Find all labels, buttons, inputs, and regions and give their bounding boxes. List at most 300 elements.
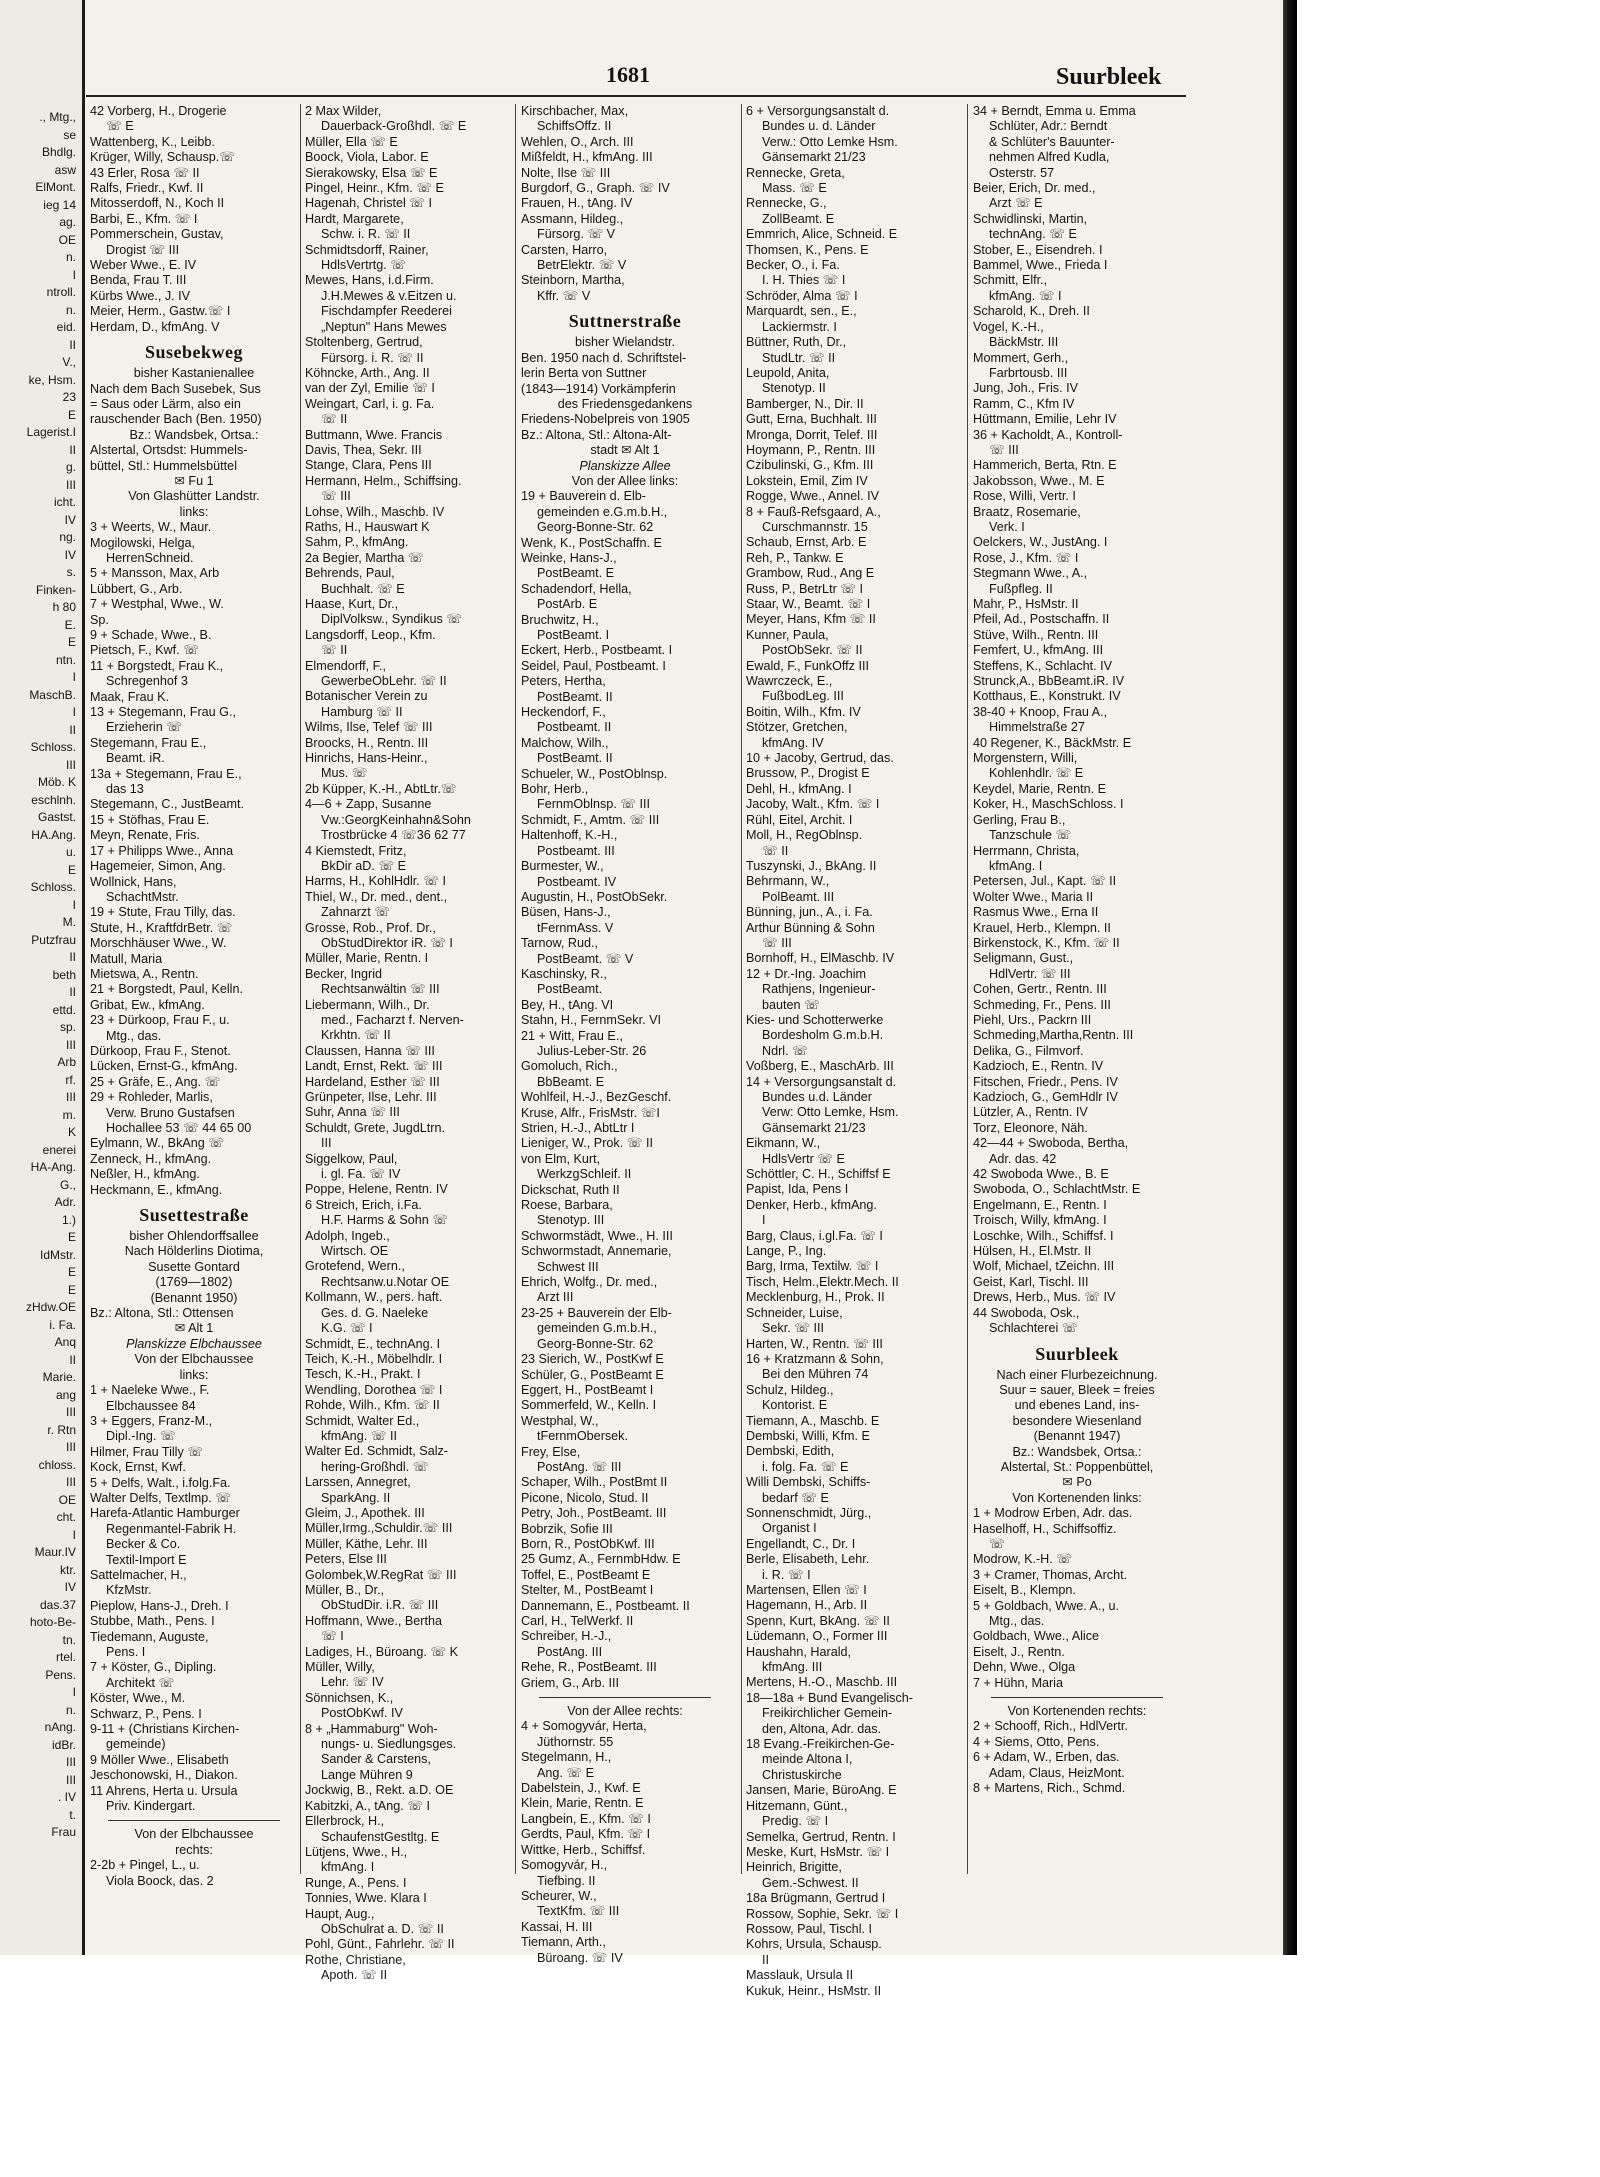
previous-page-fragment: das.37 xyxy=(39,1597,76,1612)
directory-line: Tonnies, Wwe. Klara I xyxy=(305,1891,427,1906)
directory-line: Brussow, P., Drogist E xyxy=(746,766,870,781)
directory-line: Adam, Claus, HeizMont. xyxy=(989,1765,1125,1780)
directory-line: Priv. Kindergart. xyxy=(106,1799,196,1814)
directory-line: Mronga, Dorrit, Telef. III xyxy=(746,427,878,442)
directory-line: Engelmann, E., Rentn. I xyxy=(973,1197,1107,1212)
directory-line: Vogel, K.-H., xyxy=(973,319,1044,334)
column-2 xyxy=(305,104,513,1984)
directory-line: bisher Kastanienallee xyxy=(133,366,255,381)
directory-line: Rasmus Wwe., Erna II xyxy=(973,905,1099,920)
directory-line: büttel, Stl.: Hummelsbüttel xyxy=(90,458,237,473)
previous-page-fragment: Finken- xyxy=(35,582,76,597)
directory-line: i. R. ☏ I xyxy=(762,1567,811,1582)
directory-line: Mtg., das. xyxy=(106,1028,162,1043)
previous-page-fragment: m. xyxy=(62,1107,76,1122)
directory-line: Dehl, H., kfmAng. I xyxy=(746,781,852,796)
directory-line: 7 + Hühn, Maria xyxy=(973,1675,1063,1690)
previous-page-fragment: III xyxy=(65,1475,76,1489)
directory-line: Müller, B., Dr., xyxy=(305,1583,385,1597)
directory-line: Trostbrücke 4 ☏36 62 77 xyxy=(321,828,466,843)
directory-line: Sahm, P., kfmAng. xyxy=(305,535,409,550)
directory-line: Predig. ☏ I xyxy=(762,1814,829,1829)
previous-page-fragment: I xyxy=(72,1527,76,1542)
previous-page-fragment: Frau xyxy=(51,1825,76,1839)
directory-line: Gem.-Schwest. II xyxy=(762,1875,859,1890)
directory-line: Tuszynski, J., BkAng. II xyxy=(746,858,877,873)
directory-line: Suur = sauer, Bleek = freies xyxy=(999,1382,1155,1397)
directory-line: III xyxy=(321,1136,332,1151)
directory-line: Julius-Leber-Str. 26 xyxy=(537,1043,647,1058)
previous-page-fragment: II xyxy=(69,442,76,457)
directory-line: Drews, Herb., Mus. ☏ IV xyxy=(973,1290,1116,1305)
directory-line: 5 + Mansson, Max, Arb xyxy=(90,566,220,581)
previous-page-fragment: Marie. xyxy=(42,1370,76,1384)
directory-line: Koker, H., MaschSchloss. I xyxy=(973,797,1124,812)
directory-line: Hammerich, Berta, Rtn. E xyxy=(973,458,1117,473)
directory-line: Zahnarzt ☏ xyxy=(321,905,390,920)
directory-line: 18—18a + Bund Evangelisch- xyxy=(746,1690,913,1705)
directory-line: Wilms, Ilse, Telef ☏ III xyxy=(305,720,433,735)
directory-line: Schuldt, Grete, JugdLtrn. xyxy=(305,1120,446,1135)
directory-line: Keydel, Marie, Rentn. E xyxy=(973,781,1106,796)
directory-line: 1 + Naeleke Wwe., F. xyxy=(90,1383,210,1398)
directory-line: Stubbe, Math., Pens. I xyxy=(90,1614,215,1629)
directory-line: Erzieherin ☏ xyxy=(106,720,182,735)
directory-line: Gerdts, Paul, Kfm. ☏ I xyxy=(521,1827,651,1842)
previous-page-fragment: i. Fa. xyxy=(49,1317,76,1332)
directory-line: Schwidlinski, Martin, xyxy=(973,211,1088,226)
directory-line: Stüve, Wilh., Rentn. III xyxy=(973,627,1099,642)
directory-line: Botanischer Verein zu xyxy=(305,689,428,704)
column-4 xyxy=(746,104,954,1999)
directory-line: Golombek,W.RegRat ☏ III xyxy=(305,1567,457,1582)
directory-line: Hamburg ☏ II xyxy=(321,704,403,719)
directory-line: Müller,Irmg.,Schuldir.☏ III xyxy=(305,1521,453,1536)
directory-line: Schmeding,Martha,Rentn. III xyxy=(973,1028,1134,1043)
directory-line: Delika, G., Filmvorf. xyxy=(973,1043,1084,1058)
previous-page-fragment: E xyxy=(67,1230,76,1244)
directory-line: ☏ II xyxy=(321,412,348,427)
directory-line: Tanzschule ☏ xyxy=(989,828,1072,843)
directory-line: Gänsemarkt 21/23 xyxy=(762,1120,866,1135)
previous-page-fragment: sp. xyxy=(59,1020,76,1034)
directory-line: Pens. I xyxy=(106,1645,146,1659)
previous-page-fragment: Adr. xyxy=(54,1195,76,1209)
directory-line: Suhr, Anna ☏ III xyxy=(305,1105,400,1120)
directory-line: Büsen, Hans-J., xyxy=(521,905,611,920)
directory-line: Lange Mühren 9 xyxy=(321,1767,413,1782)
directory-line: Bamberger, N., Dir. II xyxy=(746,396,864,411)
directory-line: Verw: Otto Lemke, Hsm. xyxy=(762,1105,899,1120)
directory-line: Mertens, H.-O., Maschb. III xyxy=(746,1675,898,1690)
directory-line: Semelka, Gertrud, Rentn. I xyxy=(746,1829,896,1844)
directory-line: Berle, Elisabeth, Lehr. xyxy=(746,1552,870,1567)
previous-page-fragment: icht. xyxy=(53,495,76,509)
directory-line: Raths, H., Hauswart K xyxy=(305,519,430,534)
directory-line: i. folg. Fa. ☏ E xyxy=(762,1459,849,1474)
directory-line: Meier, Herm., Gastw.☏ I xyxy=(90,304,231,319)
previous-page-fragment: III xyxy=(65,1405,76,1419)
directory-line: Eiselt, B., Klempn. xyxy=(973,1583,1076,1598)
directory-line: 3 + Weerts, W., Maur. xyxy=(90,520,212,535)
directory-line: ☏ III xyxy=(989,442,1019,457)
directory-line: Kukuk, Heinr., HsMstr. II xyxy=(746,1983,882,1998)
directory-line: Bey, H., tAng. VI xyxy=(521,997,614,1012)
directory-line: SchiffsOffz. II xyxy=(537,119,612,134)
directory-line: Burmester, W., xyxy=(521,859,604,874)
directory-line: Viola Boock, das. 2 xyxy=(106,1873,214,1888)
directory-line: gemeinde) xyxy=(106,1737,166,1752)
directory-line: Wenk, K., PostSchaffn. E xyxy=(521,535,662,550)
directory-line: SparkAng. II xyxy=(321,1490,391,1505)
directory-line: Barg, Irma, Textilw. ☏ I xyxy=(746,1259,879,1274)
directory-line: Frauen, H., tAng. IV xyxy=(521,196,633,211)
directory-line: 7 + Köster, G., Dipling. xyxy=(90,1660,217,1675)
directory-line: Femfert, U., kfmAng. III xyxy=(973,643,1104,658)
directory-line: 34 + Berndt, Emma u. Emma xyxy=(973,104,1136,118)
directory-line: Schwarz, P., Pens. I xyxy=(90,1706,202,1721)
directory-line: Torz, Eleonore, Näh. xyxy=(973,1120,1088,1135)
directory-line: Ges. d. G. Naeleke xyxy=(321,1305,429,1320)
directory-line: Runge, A., Pens. I xyxy=(305,1875,407,1890)
directory-line: Boock, Viola, Labor. E xyxy=(305,150,429,165)
directory-line: Heckmann, E., kfmAng. xyxy=(90,1182,223,1197)
directory-line: Sönnichsen, K., xyxy=(305,1690,394,1705)
directory-line: Mogilowski, Helga, xyxy=(90,535,195,550)
directory-line: Stahn, H., FernmSekr. VI xyxy=(521,1013,661,1028)
directory-line: Jung, Joh., Fris. IV xyxy=(973,381,1078,396)
directory-line: Kadzioch, G., GemHdlr IV xyxy=(973,1090,1118,1104)
directory-line: 4 Kiemstedt, Fritz, xyxy=(305,843,407,858)
directory-line: Osterstr. 57 xyxy=(989,165,1055,180)
directory-line: Wolter Wwe., Maria II xyxy=(973,889,1094,904)
directory-line: 4—6 + Zapp, Susanne xyxy=(305,797,432,812)
directory-line: Kadzioch, E., Rentn. IV xyxy=(973,1059,1104,1074)
directory-line: Haase, Kurt, Dr., xyxy=(305,597,399,611)
directory-line: nehmen Alfred Kudla, xyxy=(989,150,1110,165)
directory-line: 1 + Modrow Erben, Adr. das. xyxy=(973,1506,1133,1521)
directory-line: Mommert, Gerh., xyxy=(973,350,1069,365)
directory-line: Herrmann, Christa, xyxy=(973,843,1080,858)
previous-page-fragment: I xyxy=(72,705,76,719)
directory-line: 8 + Martens, Rich., Schmd. xyxy=(973,1781,1126,1796)
directory-line: „Neptun" Hans Mewes xyxy=(321,319,447,334)
directory-line: Herdam, D., kfmAng. V xyxy=(90,319,220,334)
directory-line: Fischdampfer Reederei xyxy=(321,304,452,319)
previous-page-fragment: eschlnh. xyxy=(31,792,76,807)
directory-line: Fitschen, Friedr., Pens. IV xyxy=(973,1074,1118,1089)
directory-line: Frey, Else, xyxy=(521,1444,581,1459)
previous-page-fragment: IdMstr. xyxy=(39,1247,76,1262)
directory-line: links: xyxy=(179,1367,209,1382)
directory-line: stadt ✉ Alt 1 xyxy=(590,443,660,458)
previous-page-fragment: se xyxy=(63,127,76,142)
directory-line: HdlVertr. ☏ III xyxy=(989,966,1071,981)
section-rule xyxy=(991,1697,1163,1698)
directory-line: 42 Vorberg, H., Drogerie xyxy=(90,104,227,118)
previous-page-fragment: Putzfrau xyxy=(31,932,76,947)
previous-page-fragment: ng. xyxy=(59,530,76,544)
directory-line: Kirschbacher, Max, xyxy=(521,104,629,118)
previous-page-fragment: eid. xyxy=(56,320,76,334)
directory-line: i. gl. Fa. ☏ IV xyxy=(321,1167,401,1182)
previous-page-fragment: II xyxy=(69,1352,76,1367)
directory-line: Stenotyp. II xyxy=(762,381,826,396)
directory-line: Regenmantel-Fabrik H. xyxy=(106,1521,237,1536)
directory-line: Stute, H., KraftfdrBetr. ☏ xyxy=(90,920,233,935)
directory-line: Strunck,A., BbBeamt.iR. IV xyxy=(973,674,1125,689)
directory-line: H.F. Harms & Sohn ☏ xyxy=(321,1213,449,1228)
directory-line: Kabitzki, A., tAng. ☏ I xyxy=(305,1798,430,1813)
directory-line: Augustin, H., PostObSekr. xyxy=(521,889,668,904)
directory-line: Bobrzik, Sofie III xyxy=(521,1521,613,1536)
directory-line: Eggert, H., PostBeamt I xyxy=(521,1382,654,1397)
directory-line: Petry, Joh., PostBeamt. III xyxy=(521,1506,667,1521)
previous-page-fragment: ag. xyxy=(59,215,76,229)
directory-line: Cohen, Gertr., Rentn. III xyxy=(973,982,1107,997)
directory-line: Siggelkow, Paul, xyxy=(305,1151,398,1166)
directory-line: Schmidtsdorff, Rainer, xyxy=(305,242,429,257)
directory-line: Lütjens, Wwe., H., xyxy=(305,1844,408,1859)
previous-page-fragment: III xyxy=(65,1755,76,1769)
directory-line: Mißfeldt, H., kfmAng. III xyxy=(521,150,653,165)
section-rule xyxy=(539,1697,711,1698)
directory-line: Mus. ☏ xyxy=(321,766,368,781)
directory-line: Weingart, Carl, i. g. Fa. xyxy=(305,396,435,411)
directory-line: Stelter, M., PostBeamt I xyxy=(521,1583,654,1598)
directory-line: Engellandt, C., Dr. I xyxy=(746,1536,856,1551)
directory-line: PostBeamt. ☏ V xyxy=(537,951,634,966)
directory-line: Westphal, W., xyxy=(521,1413,599,1428)
previous-page-fragment: n. xyxy=(65,250,76,264)
directory-line: Schadendorf, Hella, xyxy=(521,581,632,596)
previous-page-fragment: III xyxy=(65,757,76,772)
directory-line: Sonnenschmidt, Jürg., xyxy=(746,1505,872,1520)
previous-page-fragment: Schloss. xyxy=(30,740,76,754)
previous-page-fragment: idBr. xyxy=(51,1737,76,1752)
directory-line: Langsdorff, Leop., Kfm. xyxy=(305,627,436,642)
previous-page-strip xyxy=(0,0,85,1955)
directory-line: Curschmannstr. 15 xyxy=(762,519,868,534)
directory-line: Roese, Barbara, xyxy=(521,1198,613,1213)
page-number: 1681 xyxy=(606,62,650,87)
directory-line: PostAng. III xyxy=(537,1644,603,1659)
directory-line: Loschke, Wilh., Schiffsf. I xyxy=(973,1228,1114,1243)
directory-line: technAng. ☏ E xyxy=(989,227,1077,242)
directory-line: Von Kortenenden rechts: xyxy=(1007,1704,1147,1719)
directory-line: Picone, Nicolo, Stud. II xyxy=(521,1490,649,1505)
directory-line: PostBeamt. II xyxy=(537,689,613,704)
directory-line: GewerbeObLehr. ☏ II xyxy=(321,674,447,689)
directory-line: Somogyvár, H., xyxy=(521,1858,608,1873)
directory-line: Stober, E., Eisendreh. I xyxy=(973,242,1103,257)
directory-line: ✉ Po xyxy=(1062,1475,1092,1490)
directory-line: Tiemann, Arth., xyxy=(521,1935,606,1950)
previous-page-fragment: II xyxy=(69,337,76,352)
directory-line: Bohr, Herb., xyxy=(521,782,589,797)
directory-line: Hagemeier, Simon, Ang. xyxy=(90,859,226,874)
previous-page-fragment: Lagerist.I xyxy=(26,425,76,439)
directory-line: Adr. das. 42 xyxy=(989,1151,1057,1166)
directory-line: Boitin, Wilh., Kfm. IV xyxy=(746,704,861,719)
directory-line: Neßler, H., kfmAng. xyxy=(90,1167,200,1182)
directory-line: Müller, Willy, xyxy=(305,1660,375,1675)
directory-line: Tisch, Helm.,Elektr.Mech. II xyxy=(746,1274,899,1289)
directory-line: Köhncke, Arth., Ang. II xyxy=(305,365,430,380)
directory-line: 11 Ahrens, Herta u. Ursula xyxy=(90,1783,238,1798)
previous-page-fragment: ang xyxy=(55,1387,76,1402)
directory-line: 2a Begier, Martha ☏ xyxy=(305,550,424,565)
previous-page-fragment: I xyxy=(72,897,76,912)
directory-line: Von der Elbchaussee xyxy=(134,1827,254,1842)
previous-page-fragment: 23 xyxy=(62,390,76,404)
directory-line: 6 + Adam, W., Erben, das. xyxy=(973,1750,1120,1765)
directory-line: Gänsemarkt 21/23 xyxy=(762,150,866,165)
directory-line: kfmAng. I xyxy=(989,858,1043,873)
directory-line: Wirtsch. OE xyxy=(321,1244,389,1259)
section-rule xyxy=(108,1820,280,1821)
directory-line: Ndrl. ☏ xyxy=(762,1043,808,1058)
directory-line: kfmAng. IV xyxy=(762,735,824,750)
directory-line: Dannemann, E., Postbeamt. II xyxy=(521,1598,690,1613)
previous-page-fragment: ktr. xyxy=(59,1562,76,1577)
directory-line: 4 + Somogyvár, Herta, xyxy=(521,1719,647,1734)
previous-page-fragment: III xyxy=(65,477,76,492)
directory-line: Grambow, Rud., Ang E xyxy=(746,566,875,581)
directory-line: Larssen, Annegret, xyxy=(305,1475,411,1490)
directory-line: Pieplow, Hans-J., Dreh. I xyxy=(90,1598,229,1613)
directory-line: Behrmann, W., xyxy=(746,874,830,889)
previous-page-fragment: s. xyxy=(66,565,76,579)
previous-page-fragment: K xyxy=(67,1125,76,1139)
directory-line: Tarnow, Rud., xyxy=(521,936,599,951)
directory-line: Bz.: Wandsbek, Ortsa.: xyxy=(1012,1444,1142,1459)
directory-line: Ralfs, Friedr., Kwf. II xyxy=(90,181,204,196)
directory-line: Hinrichs, Hans-Heinr., xyxy=(305,751,428,766)
directory-line: Peters, Hertha, xyxy=(521,674,606,689)
directory-line: Liebermann, Wilh., Dr. xyxy=(305,997,430,1012)
directory-line: 17 + Philipps Wwe., Anna xyxy=(90,843,234,858)
directory-line: (Benannt 1947) xyxy=(1033,1429,1121,1444)
directory-line: Lehr. ☏ IV xyxy=(321,1675,384,1690)
previous-page-fragment: Schloss. xyxy=(30,880,76,894)
directory-line: PostBeamt. E xyxy=(537,566,614,581)
directory-line: Arzt ☏ E xyxy=(989,196,1043,211)
directory-line: Barg, Claus, i.gl.Fa. ☏ I xyxy=(746,1228,883,1243)
directory-line: Behrends, Paul, xyxy=(305,566,395,581)
directory-line: Grosse, Rob., Prof. Dr., xyxy=(305,920,436,935)
previous-page-fragment: rtel. xyxy=(55,1650,76,1664)
directory-line: PostObSekr. ☏ II xyxy=(762,643,863,658)
directory-line: Alstertal, Ortsdst: Hummels- xyxy=(90,443,248,458)
directory-line: Georg-Bonne-Str. 62 xyxy=(537,1336,654,1351)
directory-line: Thomsen, K., Pens. E xyxy=(746,242,869,257)
directory-line: von Elm, Kurt, xyxy=(521,1151,601,1166)
directory-line: Dauerback-Großhdl. ☏ E xyxy=(321,119,467,134)
directory-line: Bünning, jun., A., i. Fa. xyxy=(746,905,873,920)
directory-line: 44 Swoboda, Osk., xyxy=(973,1305,1080,1320)
previous-page-fragment: E xyxy=(67,1282,76,1297)
directory-line: Ladiges, H., Büroang. ☏ K xyxy=(305,1644,458,1659)
previous-page-fragment: IV xyxy=(64,547,76,562)
previous-page-fragment: Arb xyxy=(57,1055,76,1069)
directory-line: Heckendorf, F., xyxy=(521,705,606,720)
directory-line: bauten ☏ xyxy=(762,997,820,1012)
directory-line: Lange, P., Ing. xyxy=(746,1244,827,1259)
directory-line: Gribat, Ew., kfmAng. xyxy=(90,997,205,1012)
directory-line: van der Zyl, Emilie ☏ I xyxy=(305,381,435,396)
directory-line: PostBeamt. xyxy=(537,982,603,997)
directory-line: Landt, Ernst, Rekt. ☏ III xyxy=(305,1059,443,1074)
previous-page-fragment: E. xyxy=(64,617,76,632)
directory-line: Hüttmann, Emilie, Lehr IV xyxy=(973,412,1117,427)
directory-line: Jansen, Marie, BüroAng. E xyxy=(746,1783,897,1798)
directory-line: 21 + Witt, Frau E., xyxy=(521,1028,623,1043)
directory-line: Textil-Import E xyxy=(106,1552,187,1567)
directory-line: Hagemann, H., Arb. II xyxy=(746,1598,868,1613)
directory-line: 3 + Eggers, Franz-M., xyxy=(90,1413,213,1428)
directory-line: Tiefbing. II xyxy=(537,1873,596,1888)
previous-page-fragment: E xyxy=(67,407,76,422)
directory-line: Rennecke, Greta, xyxy=(746,165,845,180)
directory-line: Hermann, Helm., Schiffsing. xyxy=(305,473,462,488)
previous-page-fragment: ., Mtg., xyxy=(39,110,76,124)
directory-line: Lützler, A., Rentn. IV xyxy=(973,1105,1088,1120)
previous-page-fragment: E xyxy=(67,635,76,649)
directory-line: Kohlenhdlr. ☏ E xyxy=(989,766,1084,781)
directory-line: Ewald, F., FunkOffz III xyxy=(746,658,869,673)
directory-line: Grotefend, Wern., xyxy=(305,1259,405,1274)
column-divider xyxy=(741,104,742,1874)
directory-line: Müller, Käthe, Lehr. III xyxy=(305,1536,428,1551)
directory-line: Hardeland, Esther ☏ III xyxy=(305,1074,440,1089)
directory-line: Stenotyp. III xyxy=(537,1213,605,1228)
previous-page-fragment: 1.) xyxy=(61,1212,76,1227)
directory-line: kfmAng. ☏ I xyxy=(989,288,1062,303)
directory-line: ☏ E xyxy=(106,119,134,134)
directory-line: Jockwig, B., Rekt. a.D. OE xyxy=(305,1783,454,1798)
directory-line: Bornhoff, H., ElMaschb. IV xyxy=(746,951,895,966)
directory-line: Rennecke, G., xyxy=(746,196,827,211)
directory-line: 8 + „Hammaburg" Woh- xyxy=(305,1721,438,1736)
directory-line: gemeinden e.G.m.b.H., xyxy=(537,504,668,519)
directory-line: Sierakowsky, Elsa ☏ E xyxy=(305,165,438,180)
previous-page-fragment: IV xyxy=(64,512,76,527)
previous-page-fragment: III xyxy=(65,1090,76,1104)
directory-line: Morschhäuser Wwe., W. xyxy=(90,936,227,951)
column-divider xyxy=(967,104,968,1874)
directory-line: Gutt, Erna, Buchhalt. III xyxy=(746,412,877,427)
directory-line: Lackiermstr. I xyxy=(762,319,837,334)
directory-line: StudLtr. ☏ II xyxy=(762,350,836,365)
directory-line: Bei den Mühren 74 xyxy=(762,1367,869,1382)
directory-line: Malchow, Wilh., xyxy=(521,735,609,750)
directory-line: besondere Wiesenland xyxy=(1012,1413,1142,1428)
directory-line: (Benannt 1950) xyxy=(150,1290,238,1305)
directory-line: Morgenstern, Willi, xyxy=(973,751,1078,766)
directory-line: Hoymann, P., Rentn. III xyxy=(746,442,876,457)
directory-line: Susette Gontard xyxy=(148,1259,240,1274)
directory-line: Haushahn, Harald, xyxy=(746,1644,852,1659)
directory-line: Kollmann, W., pers. haft. xyxy=(305,1290,443,1305)
directory-line: Schwest III xyxy=(537,1259,599,1274)
directory-line: Von Kortenenden links: xyxy=(1012,1490,1142,1505)
directory-line: 36 + Kacholdt, A., Kontroll- xyxy=(973,427,1123,442)
directory-line: Schueler, W., PostOblnsp. xyxy=(521,766,668,781)
directory-line: Voßberg, E., MaschArb. III xyxy=(746,1059,894,1074)
directory-line: Meyer, Hans, Kfm ☏ II xyxy=(746,612,876,627)
directory-line: 19 + Stute, Frau Tilly, das. xyxy=(90,905,236,920)
